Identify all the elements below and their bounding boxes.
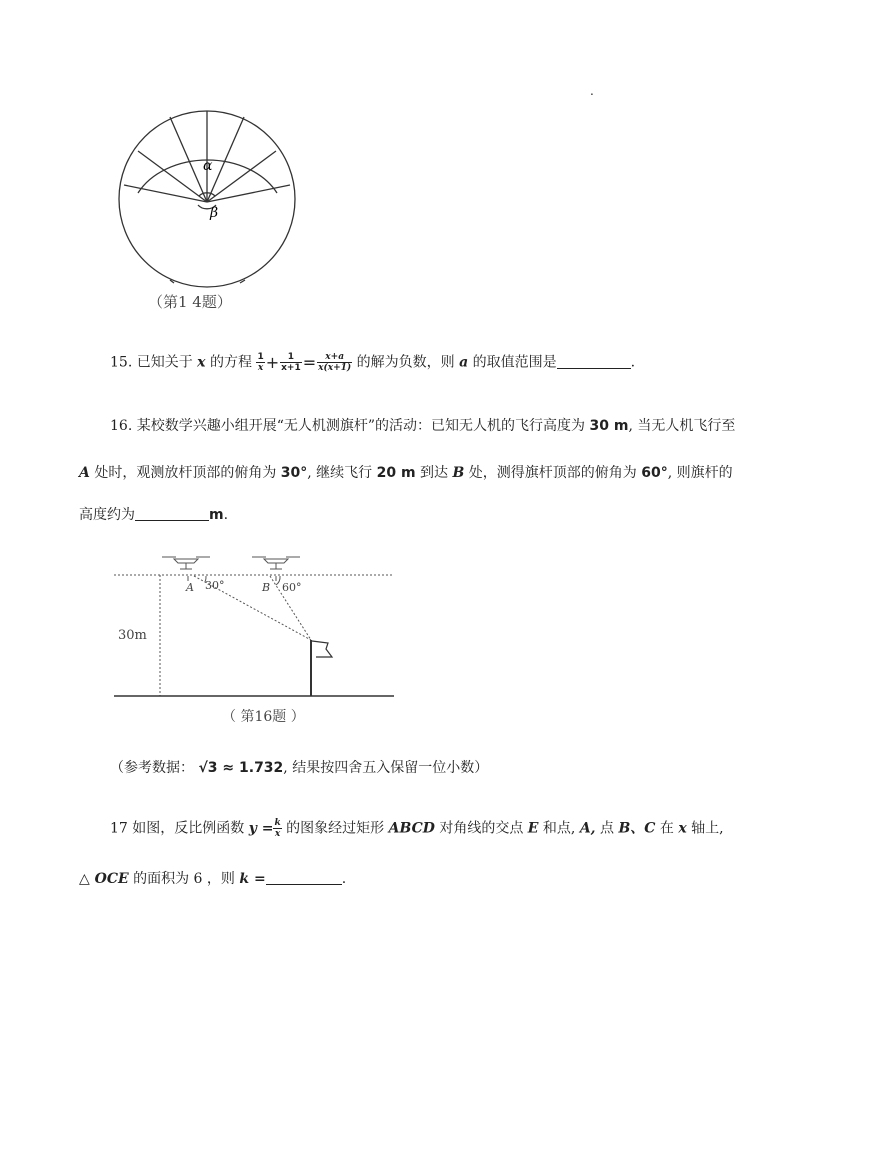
figure-16-drawing [110, 545, 400, 705]
q17-y-eq: y = [248, 820, 274, 837]
beta-label: β [210, 205, 219, 221]
q16-l2b: , 继续飞行 [307, 465, 373, 481]
label-30m: 30m [118, 628, 147, 643]
question-16-line-2 [79, 463, 733, 483]
q17-l1c: 对角线的交点 [439, 820, 524, 837]
question-16-line-1 [110, 416, 735, 436]
q16-dist: 20 m [376, 465, 416, 481]
f1-den: x [257, 363, 264, 373]
question-17-line-2 [79, 869, 346, 889]
stray-dot: . [590, 84, 594, 98]
k-den: x [274, 829, 281, 839]
figure-16 [110, 545, 400, 730]
q17-l1g: 轴上, [691, 820, 724, 837]
q15-tail: 的取值范围是 [472, 354, 557, 371]
f3-num: x+a [317, 352, 352, 363]
reference-data [110, 758, 488, 778]
f2-num: 1 [280, 352, 302, 363]
question-17-line-1 [110, 818, 724, 839]
ref-open: （参考数据： [110, 760, 194, 776]
q15-end: . [630, 354, 636, 371]
q16-angle2: 60° [641, 465, 668, 481]
label-60deg: 60° [282, 581, 302, 594]
label-30deg: 30° [205, 579, 225, 592]
figure-16-caption: （ 第16题 ） [222, 709, 305, 725]
fraction-1 [256, 352, 264, 373]
var-a: a [459, 354, 469, 371]
q16-l3a: 高度约为 [79, 507, 135, 523]
fraction-k-over-x [273, 818, 281, 839]
drone-b-icon [252, 557, 300, 569]
f2-den: x+1 [281, 363, 301, 373]
f1-num: 1 [257, 352, 264, 362]
q16-height: 30 m [589, 418, 629, 434]
q17-k-eq: k = [239, 871, 266, 887]
q16-l2e: , 则旗杆的 [667, 465, 733, 481]
q17-point-bc: B、C [618, 820, 656, 837]
q17-end: . [341, 871, 347, 887]
drone-a-icon [162, 557, 210, 569]
answer-blank-17[interactable] [266, 870, 342, 885]
q16-l2c: 到达 [420, 465, 449, 481]
q17-l1d: 和点, [542, 820, 576, 837]
figure-14 [110, 105, 310, 325]
label-a: A [186, 581, 194, 594]
q16-prefix: 16. 某校数学兴趣小组开展“无人机测旗杆”的活动：已知无人机的飞行高度为 [110, 418, 586, 434]
q17-triangle: △ OCE [79, 871, 129, 887]
k-num: k [274, 818, 281, 828]
q17-l1a: 17 如图，反比例函数 [110, 820, 245, 837]
q15-mid: 的方程 [209, 354, 252, 371]
q17-l1e: 点 [600, 820, 615, 837]
q16-l1-tail: , 当无人机飞行至 [628, 418, 736, 434]
label-b: B [262, 581, 271, 594]
equals-sign: = [302, 352, 317, 372]
q16-l2a: 处时，观测放杆顶部的俯角为 [94, 465, 277, 481]
q16-point-b: B [452, 465, 465, 481]
fraction-3 [317, 352, 352, 373]
question-16-line-3 [79, 505, 228, 525]
q15-prefix: 15. 已知关于 [110, 354, 193, 371]
answer-blank-15[interactable] [557, 354, 631, 369]
var-x: x [197, 354, 206, 371]
plus-sign: + [265, 352, 280, 372]
q17-l1f: 在 [659, 820, 674, 837]
q16-end: . [223, 507, 229, 523]
q17-point-a: A, [579, 820, 596, 837]
f3-den: x(x+1) [318, 363, 352, 373]
q17-l2a: 的面积为 6 ，则 [133, 871, 235, 887]
q16-point-a: A [79, 465, 90, 481]
fraction-2 [280, 352, 302, 373]
q16-l2d: 处，测得旗杆顶部的俯角为 [468, 465, 637, 481]
q17-axis: x [678, 820, 687, 837]
question-15 [110, 352, 635, 373]
ref-rest: , 结果按四舍五入保留一位小数） [283, 760, 489, 776]
q17-point-e: E [527, 820, 539, 837]
q16-angle1: 30° [280, 465, 308, 481]
q17-rect: ABCD [388, 820, 435, 837]
alpha-label: α [203, 158, 213, 174]
q15-after: 的解为负数，则 [356, 354, 455, 371]
figure-14-caption: （第1 4题） [148, 293, 232, 311]
answer-blank-16[interactable] [135, 506, 209, 521]
q17-l1b: 的图象经过矩形 [286, 820, 385, 837]
q16-unit: m [209, 507, 224, 523]
ref-sqrt: √3 ≈ 1.732 [198, 760, 284, 776]
